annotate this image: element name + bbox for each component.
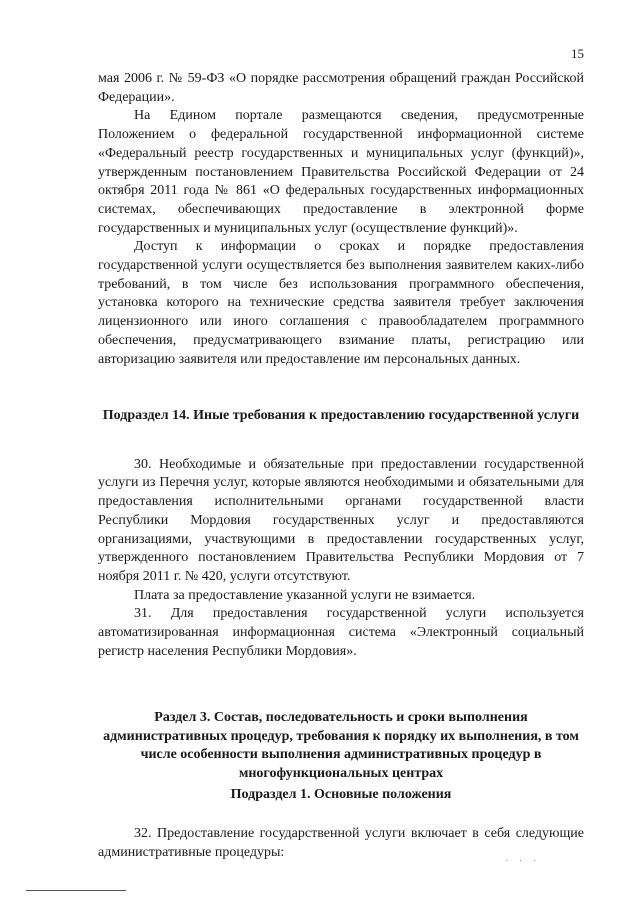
scan-artifact: · · · — [505, 856, 540, 867]
paragraph: 30. Необходимые и обязательные при предоставлении государственной услуги из Перечня услуг, которые являются необходимыми и обязательными для предоставления исполнительными органами государственной власти Республики Мордовия государственных услуг и предоставляются организациями, участвующими в предоставлении государственных услуг, утвержденного постановлением Правительства Республики Мордовия от 7 ноября 2011 г. № 420, услуги отсутствуют. — [98, 456, 584, 584]
subsection-1-heading: Подраздел 1. Основные положения — [230, 787, 452, 803]
paragraph: Плата за предоставление указанной услуги не взимается. — [134, 587, 476, 603]
paragraph: На Едином портале размещаются сведения, предусмотренные Положением о федеральной государственной информационной системе «Федеральный реестр государственных и муниципальных услуг (функций)», утвержденным постановлением Правительства Российской Федерации от 24 октября 2011 года № 861 «О федеральных государственных информационных системах, обеспечивающих предоставление в электронной форме государственных и муниципальных услуг (осуществление функций)». — [98, 108, 584, 236]
document-body — [98, 70, 584, 862]
paragraph: Доступ к информации о сроках и порядке предоставления государственной услуги осуществляется без выполнения заявителем каких-либо требований, в том числе без использования программного обеспечения, установка которого на технические средства заявителя требует заключения лицензионного или иного соглашения с правообладателем программного обеспечения, предусматривающего взимание платы, регистрацию или авторизацию заявителя или предоставление им персональных данных. — [98, 239, 584, 367]
section-3-heading: Раздел 3. Состав, последовательность и сроки выполнения административных процедур, требования к порядку их выполнения, в том числе особенности выполнения административных процедур в многофункциональных центрах — [103, 710, 579, 781]
subsection-14-heading: Подраздел 14. Иные требования к предоставлению государственной услуги — [102, 408, 580, 424]
paragraph: мая 2006 г. № 59-ФЗ «О порядке рассмотрения обращений граждан Российской Федерации». — [98, 71, 584, 105]
paragraph: 31. Для предоставления государственной услуги используется автоматизированная информационная система «Электронный социальный регистр населения Республики Мордовия». — [98, 606, 584, 659]
paragraph: 32. Предоставление государственной услуги включает в себя следующие административные процедуры: — [98, 825, 584, 860]
footer-divider — [26, 890, 126, 891]
page-number: 15 — [571, 46, 584, 61]
